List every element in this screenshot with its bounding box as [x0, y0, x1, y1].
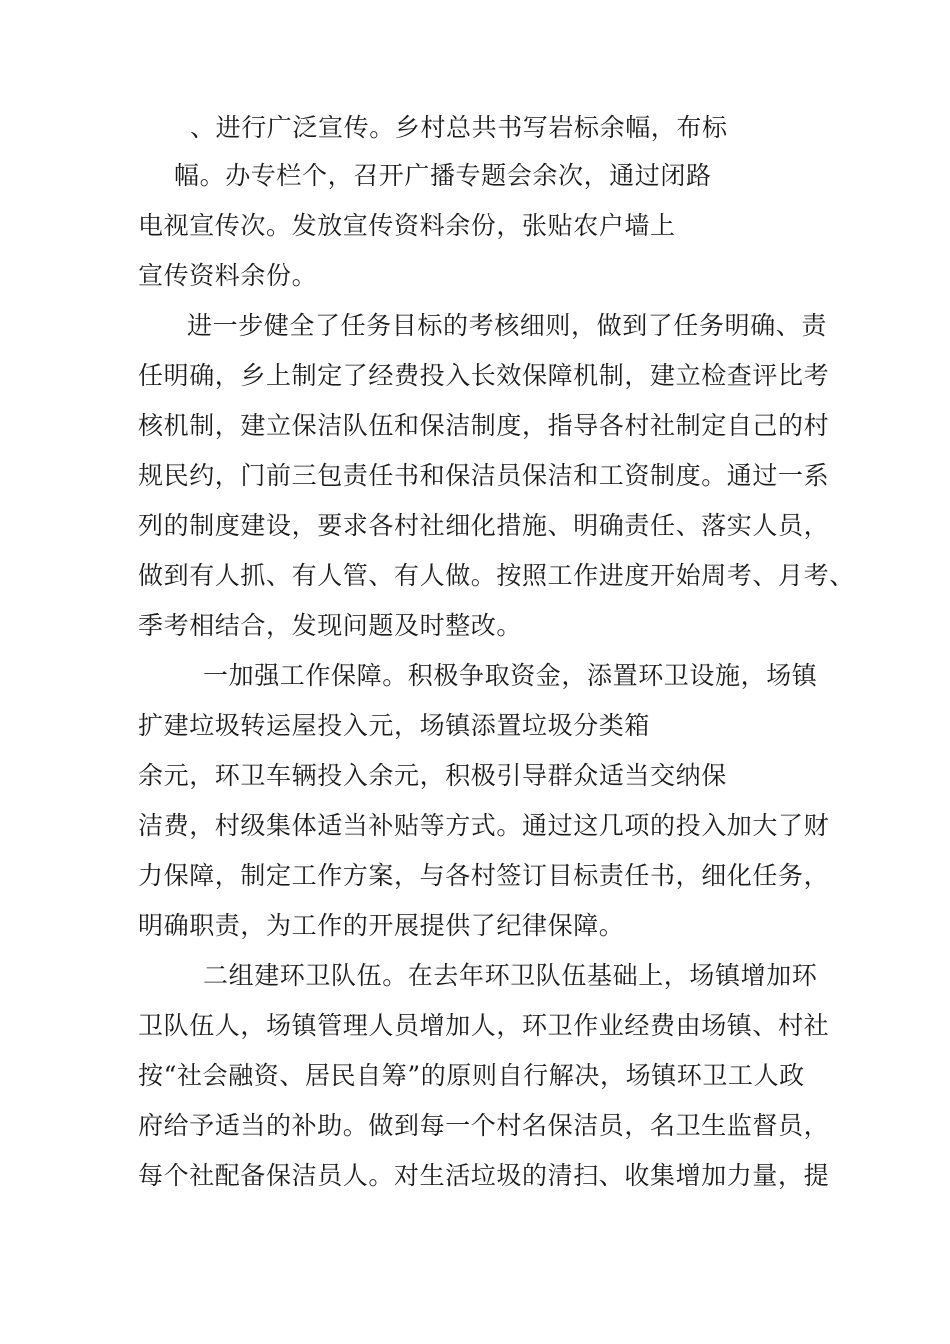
text-line: 任明确，乡上制定了经费投入长效保障机制，建立检查评比考 — [138, 361, 830, 390]
text-line: 、进行广泛宣传。乡村总共书写岩标余幅，布标 — [190, 113, 728, 142]
text-line: 扩建垃圾转运屋投入元，场镇添置垃圾分类箱 — [138, 711, 651, 740]
text-line: 宣传资料余份。 — [138, 261, 318, 290]
text-line: 卫队伍人，场镇管理人员增加人，环卫作业经费由场镇、村社 — [138, 1011, 830, 1040]
text-line: 季考相结合，发现问题及时整改。 — [138, 611, 523, 640]
text-line: 核机制，建立保洁队伍和保洁制度，指导各村社制定自己的村 — [138, 411, 830, 440]
text-line: 每个社配备保洁员人。对生活垃圾的清扫、收集增加力量，提 — [138, 1161, 830, 1190]
text-line: 进一步健全了任务目标的考核细则，做到了任务明确、责 — [187, 311, 828, 340]
text-line: 幅。办专栏个，召开广播专题会余次，通过闭路 — [174, 161, 712, 190]
text-line: 力保障，制定工作方案，与各村签订目标责任书，细化任务， — [138, 861, 830, 890]
text-line: 余元，环卫车辆投入余元，积极引导群众适当交纳保 — [138, 761, 727, 790]
text-line: 明确职责，为工作的开展提供了纪律保障。 — [138, 911, 625, 940]
text-line: 规民约，门前三包责任书和保洁员保洁和工资制度。通过一系 — [138, 461, 830, 490]
text-line: 电视宣传次。发放宣传资料余份，张贴农户墙上 — [138, 211, 676, 240]
text-line: 洁费，村级集体适当补贴等方式。通过这几项的投入加大了财 — [138, 811, 830, 840]
text-line: 二组建环卫队伍。在去年环卫队伍基础上，场镇增加环 — [203, 961, 818, 990]
text-line: 一加强工作保障。积极争取资金，添置环卫设施，场镇 — [203, 661, 818, 690]
text-line: 列的制度建设，要求各村社细化措施、明确责任、落实人员， — [138, 511, 830, 540]
text-line: 府给予适当的补助。做到每一个村名保洁员，名卫生监督员， — [138, 1111, 830, 1140]
text-line: 按“社会融资、居民自筹”的原则自行解决，场镇环卫工人政 — [138, 1061, 805, 1090]
text-line: 做到有人抓、有人管、有人做。按照工作进度开始周考、月考、 — [138, 561, 855, 590]
